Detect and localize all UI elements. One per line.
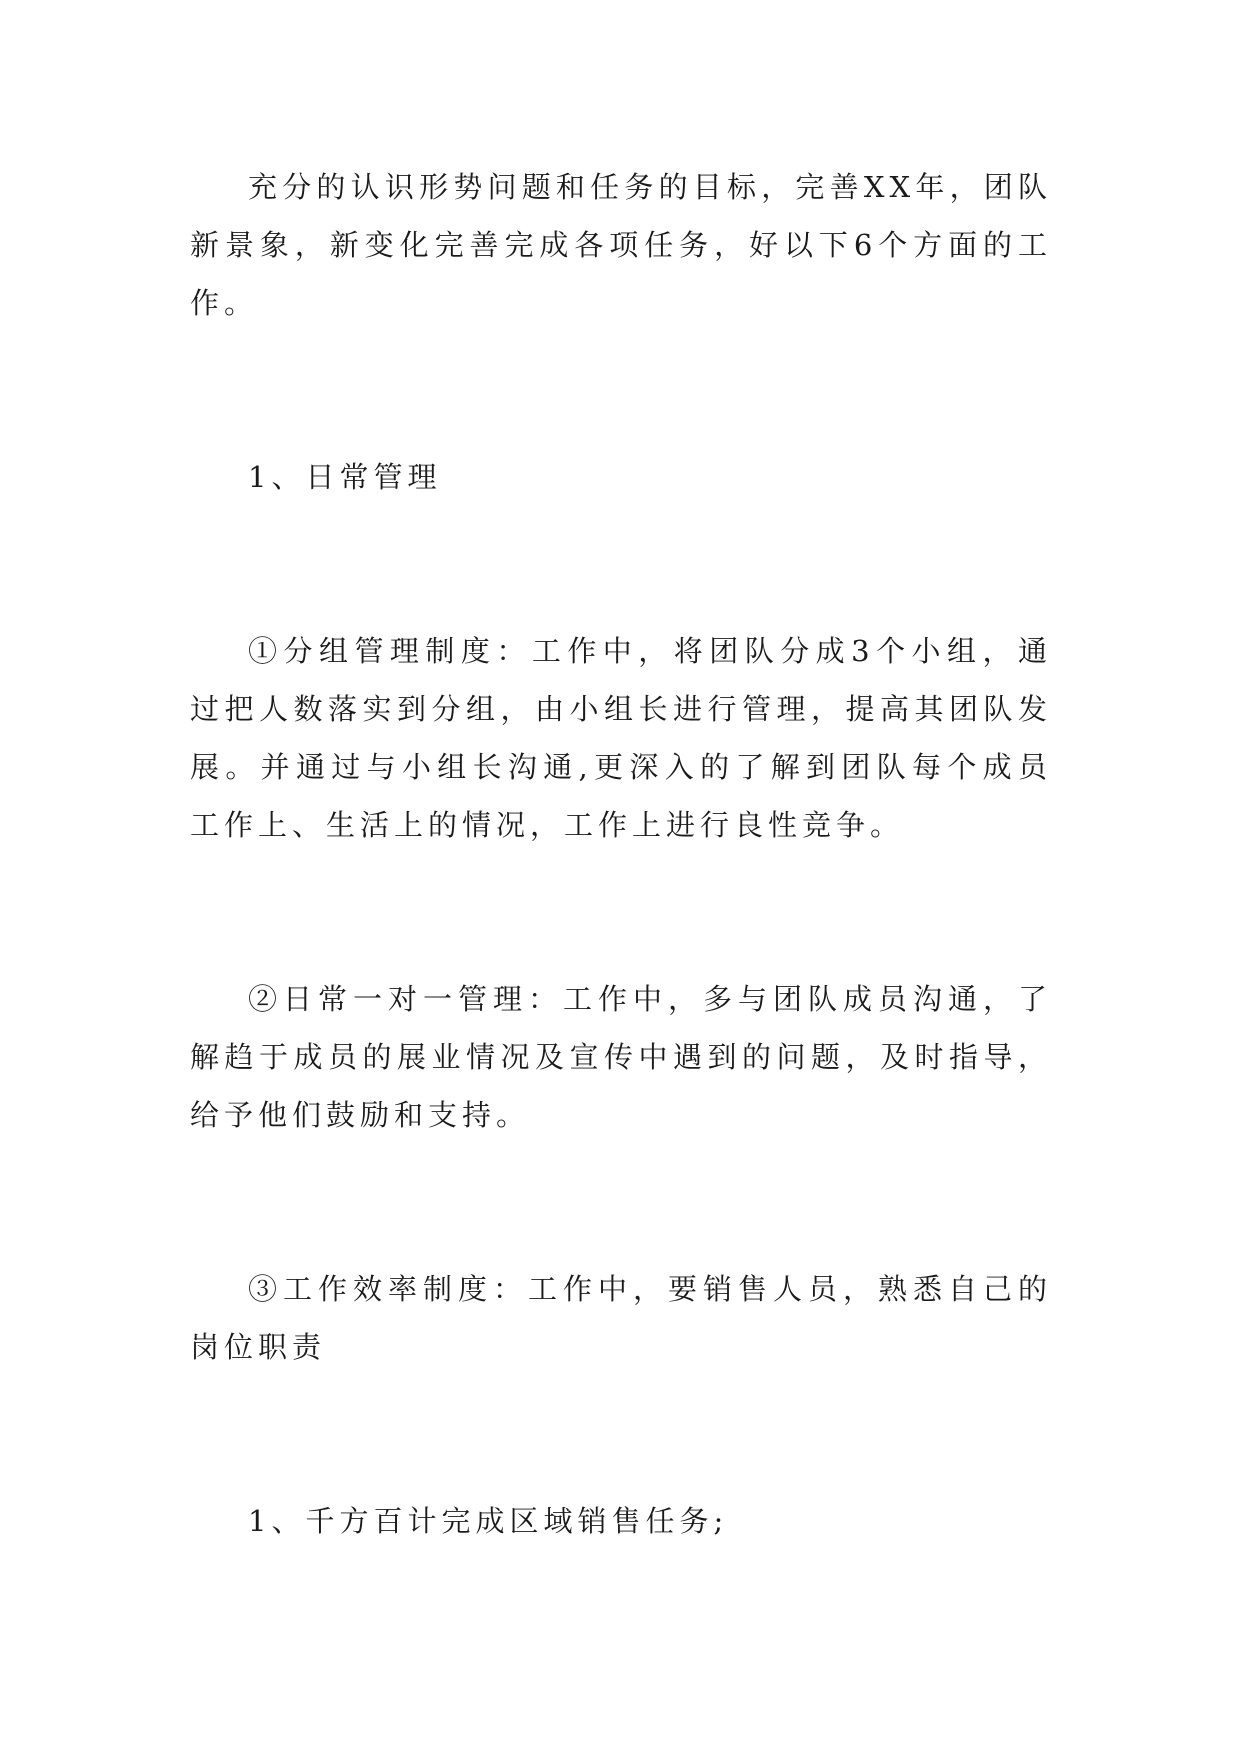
- one-on-one-management-paragraph: ②日常一对一管理：工作中，多与团队成员沟通，了解趋于成员的展业情况及宣传中遇到的问题，及时指导，给予他们鼓励和支持。: [190, 982, 1052, 1132]
- group-management-paragraph: ①分组管理制度：工作中，将团队分成3个小组，通过把人数落实到分组，由小组长进行管理，提高其团队发展。并通过与小组长沟通,更深入的了解到团队每个成员工作上、生活上的情况，工作上进行良性竞争。: [190, 634, 1052, 842]
- work-efficiency-paragraph: ③工作效率制度：工作中，要销售人员，熟悉自己的岗位职责: [190, 1272, 1052, 1364]
- sales-task-paragraph: 1、千方百计完成区域销售任务;: [248, 1504, 729, 1538]
- intro-paragraph: 充分的认识形势问题和任务的目标，完善XX年，团队新景象，新变化完善完成各项任务，好以下6个方面的工作。: [190, 170, 1052, 320]
- section-heading-daily-management: 1、日常管理: [248, 460, 442, 494]
- document-body: [190, 158, 1052, 1550]
